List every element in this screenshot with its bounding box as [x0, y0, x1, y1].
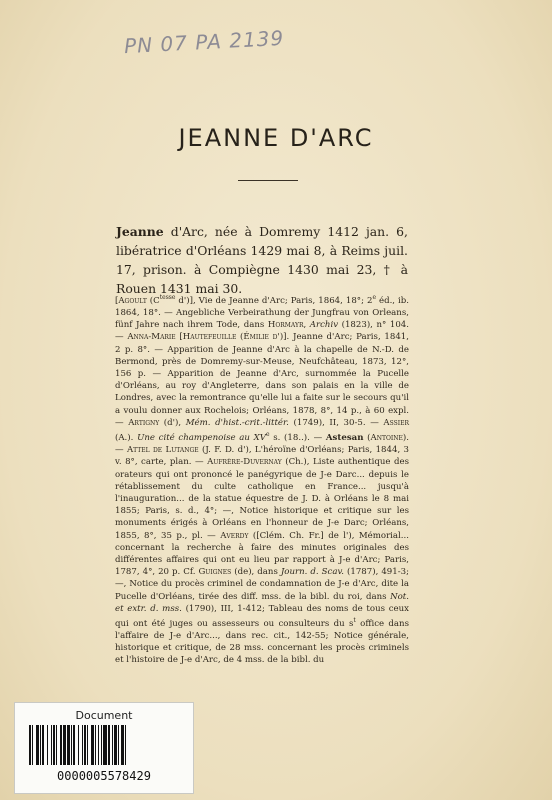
title-divider	[238, 180, 298, 181]
bibliography-text	[115, 292, 409, 667]
bibliography-run: t	[353, 617, 356, 624]
barcode	[29, 725, 179, 765]
bibliography-run: (A.).	[115, 432, 138, 443]
bibliography-run: Journ. d. Scav.	[280, 567, 345, 578]
bibliography-run: s. (18..). —	[269, 432, 326, 443]
heading-text: d'Arc, née à Domremy 1412 jan. 6, libératrice d'Orléans 1429 mai 8, à Reims juil. 17, prison. à Compiègne 1430 mai 23, † à Rouen 1431 mai 30.	[116, 224, 408, 296]
page-title: JEANNE D'ARC	[178, 124, 374, 152]
document-label	[14, 702, 194, 794]
bibliography-run: (1749), II, 30-5. —	[288, 417, 384, 428]
heading-entry	[116, 222, 408, 298]
bibliography-run: Guignes	[198, 567, 232, 578]
barcode-bar	[126, 725, 128, 765]
heading-name: Jeanne	[116, 224, 164, 239]
bibliography-run: . Jeanne d'Arc; Paris, 1841, 2 p. 8°. — Apparition de Jeanne d'Arc à la chapelle de N.-D. de Bermond, près de Domremy-sur-Meuse, Neufchâteau, 1873, 12°, 156 p. — Apparition de Jeanne d'Arc, surnommée la Pucelle d'Orléans, au roy d'Angleterre, dans son palais en la ville de Londres, avec la remontrance qu'elle lui a faite sur le secours qu'il a voulu donner aux Rochelois; Orléans, 1878, 8°, 14 p., à 60 expl. —	[115, 332, 409, 428]
handwritten-shelfmark: PN 07 PA 2139	[123, 25, 285, 59]
label-title: Document	[75, 709, 133, 722]
bibliography-run: e	[265, 431, 270, 439]
bibliography-run: office dans l'affaire de J-e d'Arc..., dans rec. cit., 142-55; Notice générale, historique et critique, de 28 mss. concernant les procès criminels et l'histoire de J-e d'Arc, de 4 mss. de la bibl. du	[115, 618, 410, 666]
bibliography-run: ,	[303, 320, 310, 331]
bibliography-run: [Agoult (C	[115, 295, 160, 306]
bibliography-run: Mém. d'hist.-crit.-littér.	[185, 417, 289, 428]
bibliography-run: Assier	[383, 417, 410, 428]
label-number: 0000005578429	[57, 769, 151, 783]
bibliography-run: (1790), III, 1-412; Tableau des noms de tous ceux qui ont été juges ou assesseurs ou consulteurs du s	[115, 603, 409, 629]
bibliography-run: Archiv	[309, 320, 339, 331]
bibliography-run: (1787), 491-3; —, Notice du procès criminel de condamnation de J-e d'Arc, dite la Pucelle d'Orléans, tirée des diff. mss. de la bibl. du roi, dans	[115, 567, 409, 602]
bibliography-run: (1823), n° 104. —	[115, 320, 409, 343]
bibliography-run: ([Clém. Ch. Fr.] de l'), Mémorial... concernant la recherche à faire des minutes originales des différentes affaires qui ont eu lieu par rapport à J-e d'Arc; Paris, 1787, 4°, 20 p. Cf.	[115, 530, 410, 578]
bibliography-run: (d'),	[159, 417, 186, 428]
bibliography-run: (de), dans	[231, 567, 281, 578]
bibliography-run: Une cité champenoise au XV	[137, 432, 266, 443]
bibliography-run: Artigny	[128, 417, 160, 428]
bibliography-run: Aufrère-Duvernay	[207, 457, 282, 468]
bibliography-run: éd., ib. 1864, 18°. — Angebliche Verbeirathung der Jungfrau von Orleans, fünf Jahre nach ihrem Tode, dans	[115, 295, 409, 331]
bibliography-run: Anna-Marie [Hautefeuille (Émilie d')]	[127, 332, 287, 343]
bibliography-run: Astesan	[325, 432, 364, 443]
bibliography-run: (Antoine)	[363, 432, 407, 443]
bibliography-run: (J. F. D. d'), L'héroïne d'Orléans; Paris, 1844, 3 v. 8°, carte, plan. —	[115, 445, 409, 468]
bibliography-run: . —	[115, 432, 409, 456]
bibliography-run: Attel de Lutange	[126, 445, 199, 456]
bibliography-run: Not. et extr. d. mss.	[115, 591, 409, 614]
bibliography-run: (Ch.), Liste authentique des orateurs qui ont prononcé le panégyrique de J-e Darc... depuis le rétablissement du culte catholique en France... jusqu'à l'inauguration... de la statue équestre de J. D. à Orléans le 8 mai 1855; Paris, s. d., 4°; —, Notice historique et critique sur les monuments érigés à Orléans en l'honneur de J-e Darc; Orléans, 1855, 8°, 35 p., pl. —	[115, 457, 409, 541]
bibliography-run: tesse	[159, 294, 176, 301]
bibliography-run: d')], Vie de Jeanne d'Arc; Paris, 1864, 18°; 2	[175, 295, 373, 306]
bibliography-run: e	[372, 294, 376, 301]
bibliography-run: Hormayr	[267, 320, 304, 331]
bibliography-run: Averdy	[220, 530, 249, 541]
